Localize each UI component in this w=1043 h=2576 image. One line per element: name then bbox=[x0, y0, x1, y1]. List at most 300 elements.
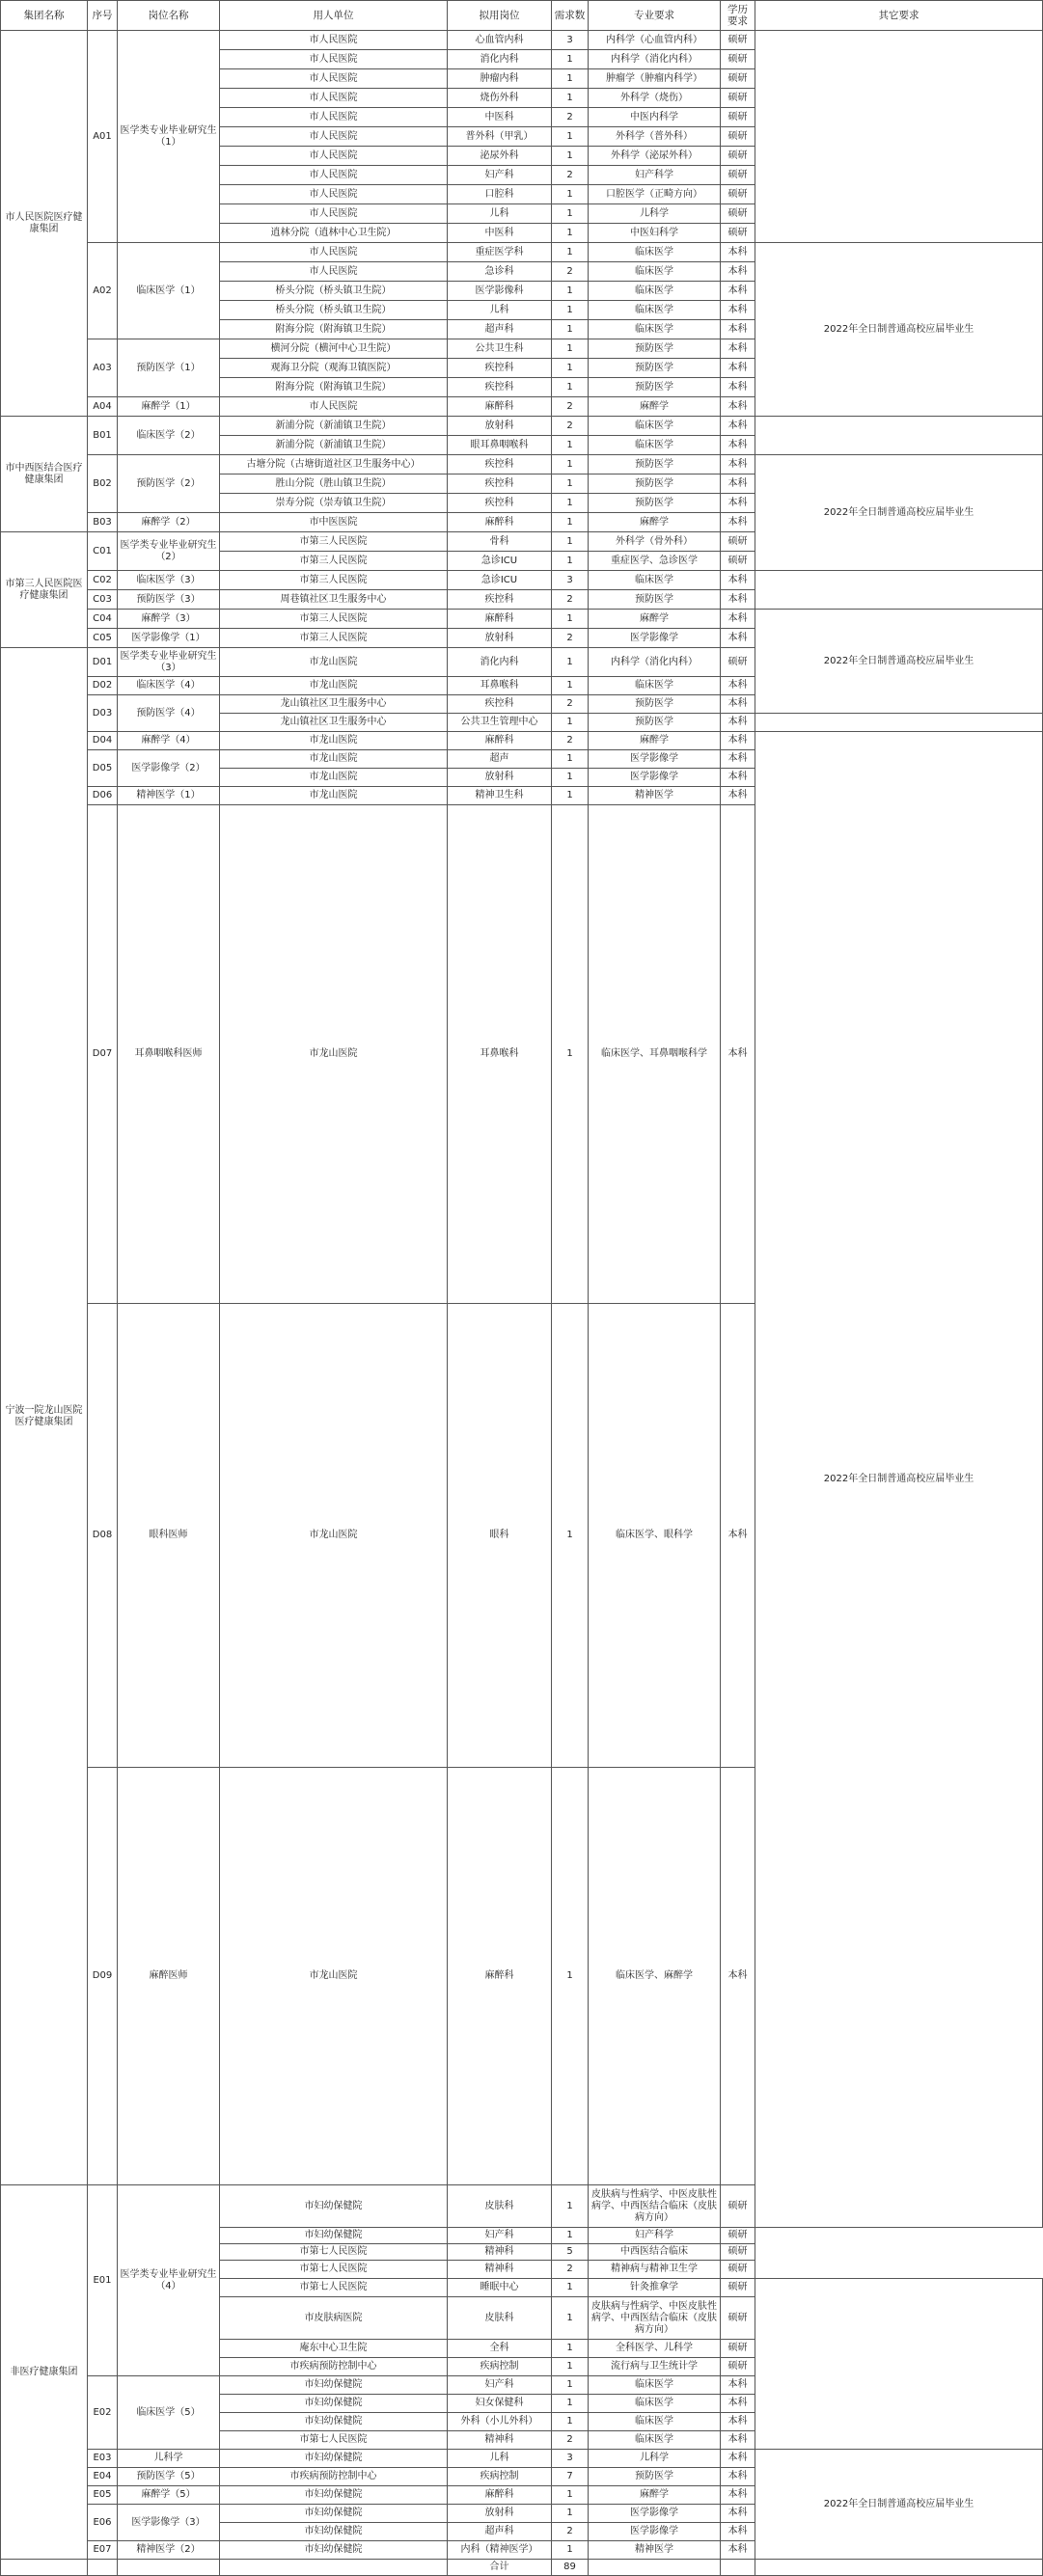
major-cell: 妇产科学 bbox=[589, 166, 721, 185]
post-code-cell: D03 bbox=[88, 695, 118, 732]
demand-cell: 1 bbox=[552, 677, 589, 695]
post-title-cell: 医学类专业毕业研究生（4） bbox=[118, 2185, 220, 2376]
major-cell: 儿科学 bbox=[589, 2450, 721, 2468]
position-cell: 口腔科 bbox=[448, 185, 552, 204]
total-cell-empty bbox=[721, 2560, 755, 2576]
education-cell: 本科 bbox=[721, 397, 755, 417]
education-cell: 本科 bbox=[721, 282, 755, 301]
header-post-name: 岗位名称 bbox=[118, 1, 220, 31]
employer-cell: 市疾病预防控制中心 bbox=[220, 2358, 448, 2376]
employer-cell: 逍林分院（逍林中心卫生院） bbox=[220, 224, 448, 243]
employer-cell: 市妇幼保健院 bbox=[220, 2450, 448, 2468]
post-code-cell: D01 bbox=[88, 648, 118, 677]
other-requirement-cell: 2022年全日制普通高校应届毕业生 bbox=[755, 243, 1043, 417]
post-title-cell: 麻醉学（2） bbox=[118, 513, 220, 532]
major-cell: 预防医学 bbox=[589, 695, 721, 714]
position-cell: 疾控科 bbox=[448, 455, 552, 475]
position-cell: 急诊科 bbox=[448, 262, 552, 282]
table-row bbox=[1, 732, 1043, 750]
education-cell: 本科 bbox=[721, 769, 755, 787]
demand-cell: 2 bbox=[552, 2431, 589, 2450]
education-cell: 本科 bbox=[721, 805, 755, 1304]
demand-cell: 1 bbox=[552, 750, 589, 769]
post-title-cell: 预防医学（1） bbox=[118, 339, 220, 397]
major-cell: 肿瘤学（肿瘤内科学） bbox=[589, 69, 721, 89]
total-cell-empty bbox=[88, 2560, 118, 2576]
employer-cell: 市妇幼保健院 bbox=[220, 2376, 448, 2395]
total-row bbox=[1, 2560, 1043, 2576]
group-name-cell: 非医疗健康集团 bbox=[1, 2185, 88, 2560]
demand-cell: 1 bbox=[552, 1304, 589, 1768]
group-name-cell: 市第三人民医院医疗健康集团 bbox=[1, 532, 88, 648]
header-group-name: 集团名称 bbox=[1, 1, 88, 31]
position-cell: 消化内科 bbox=[448, 648, 552, 677]
header-demand: 需求数 bbox=[552, 1, 589, 31]
employer-cell: 桥头分院（桥头镇卫生院） bbox=[220, 301, 448, 320]
employer-cell: 桥头分院（桥头镇卫生院） bbox=[220, 282, 448, 301]
major-cell: 临床医学 bbox=[589, 2376, 721, 2395]
education-cell: 硕研 bbox=[721, 69, 755, 89]
education-cell: 硕研 bbox=[721, 50, 755, 69]
demand-cell: 1 bbox=[552, 204, 589, 224]
employer-cell: 市人民医院 bbox=[220, 69, 448, 89]
education-cell: 硕研 bbox=[721, 532, 755, 552]
employer-cell: 龙山镇社区卫生服务中心 bbox=[220, 714, 448, 732]
position-cell: 泌尿外科 bbox=[448, 147, 552, 166]
demand-cell: 1 bbox=[552, 2505, 589, 2523]
demand-cell: 1 bbox=[552, 243, 589, 262]
employer-cell: 市中医医院 bbox=[220, 513, 448, 532]
education-cell: 硕研 bbox=[721, 2340, 755, 2358]
demand-cell: 1 bbox=[552, 532, 589, 552]
education-cell: 硕研 bbox=[721, 185, 755, 204]
position-cell: 睡眠中心 bbox=[448, 2279, 552, 2297]
employer-cell: 古塘分院（古塘街道社区卫生服务中心） bbox=[220, 455, 448, 475]
major-cell: 流行病与卫生统计学 bbox=[589, 2358, 721, 2376]
position-cell: 精神卫生科 bbox=[448, 787, 552, 805]
demand-cell: 1 bbox=[552, 2413, 589, 2431]
major-cell: 临床医学、麻醉学 bbox=[589, 1768, 721, 2185]
position-cell: 儿科 bbox=[448, 204, 552, 224]
post-code-cell: B02 bbox=[88, 455, 118, 513]
employer-cell: 市人民医院 bbox=[220, 185, 448, 204]
employer-cell: 市人民医院 bbox=[220, 147, 448, 166]
employer-cell: 市龙山医院 bbox=[220, 805, 448, 1304]
post-title-cell: 临床医学（4） bbox=[118, 677, 220, 695]
post-code-cell: A02 bbox=[88, 243, 118, 339]
total-cell-empty bbox=[118, 2560, 220, 2576]
position-cell: 全科 bbox=[448, 2340, 552, 2358]
employer-cell: 观海卫分院（观海卫镇医院） bbox=[220, 359, 448, 378]
post-code-cell: E02 bbox=[88, 2376, 118, 2450]
post-title-cell: 临床医学（3） bbox=[118, 571, 220, 590]
demand-cell: 2 bbox=[552, 397, 589, 417]
position-cell: 疾控科 bbox=[448, 494, 552, 513]
employer-cell: 市第三人民医院 bbox=[220, 610, 448, 629]
education-cell: 硕研 bbox=[721, 2279, 755, 2297]
major-cell: 中西医结合临床 bbox=[589, 2244, 721, 2261]
demand-cell: 1 bbox=[552, 2376, 589, 2395]
major-cell: 外科学（泌尿外科） bbox=[589, 147, 721, 166]
education-cell: 本科 bbox=[721, 262, 755, 282]
education-cell: 本科 bbox=[721, 1304, 755, 1768]
employer-cell: 市第七人民医院 bbox=[220, 2261, 448, 2279]
position-cell: 儿科 bbox=[448, 301, 552, 320]
education-cell: 本科 bbox=[721, 2395, 755, 2413]
position-cell: 医学影像科 bbox=[448, 282, 552, 301]
total-cell-empty bbox=[220, 2560, 448, 2576]
major-cell: 临床医学 bbox=[589, 301, 721, 320]
education-cell: 本科 bbox=[721, 2505, 755, 2523]
education-cell: 本科 bbox=[721, 2523, 755, 2541]
demand-cell: 1 bbox=[552, 787, 589, 805]
demand-cell: 1 bbox=[552, 455, 589, 475]
major-cell: 预防医学 bbox=[589, 378, 721, 397]
post-title-cell: 麻醉学（5） bbox=[118, 2486, 220, 2505]
demand-cell: 1 bbox=[552, 805, 589, 1304]
demand-cell: 1 bbox=[552, 1768, 589, 2185]
position-cell: 精神科 bbox=[448, 2244, 552, 2261]
education-cell: 本科 bbox=[721, 590, 755, 610]
major-cell: 临床医学 bbox=[589, 571, 721, 590]
demand-cell: 2 bbox=[552, 590, 589, 610]
education-cell: 本科 bbox=[721, 2376, 755, 2395]
major-cell: 预防医学 bbox=[589, 475, 721, 494]
employer-cell: 市妇幼保健院 bbox=[220, 2505, 448, 2523]
position-cell: 疾控科 bbox=[448, 695, 552, 714]
employer-cell: 市龙山医院 bbox=[220, 648, 448, 677]
major-cell: 预防医学 bbox=[589, 494, 721, 513]
post-code-cell: C03 bbox=[88, 590, 118, 610]
demand-cell: 5 bbox=[552, 2244, 589, 2261]
employer-cell: 市龙山医院 bbox=[220, 787, 448, 805]
demand-cell: 1 bbox=[552, 2395, 589, 2413]
education-cell: 硕研 bbox=[721, 166, 755, 185]
education-cell: 硕研 bbox=[721, 648, 755, 677]
post-title-cell: 麻醉学（3） bbox=[118, 610, 220, 629]
education-cell: 硕研 bbox=[721, 89, 755, 108]
position-cell: 妇女保健科 bbox=[448, 2395, 552, 2413]
post-title-cell: 预防医学（5） bbox=[118, 2468, 220, 2486]
group-name-cell: 市中西医结合医疗健康集团 bbox=[1, 417, 88, 532]
demand-cell: 7 bbox=[552, 2468, 589, 2486]
demand-cell: 1 bbox=[552, 2340, 589, 2358]
position-cell: 精神科 bbox=[448, 2431, 552, 2450]
education-cell: 本科 bbox=[721, 320, 755, 339]
post-title-cell: 精神医学（1） bbox=[118, 787, 220, 805]
post-title-cell: 临床医学（5） bbox=[118, 2376, 220, 2450]
position-cell: 重症医学科 bbox=[448, 243, 552, 262]
group-name-cell: 市人民医院医疗健康集团 bbox=[1, 31, 88, 417]
other-requirement-cell bbox=[755, 31, 1043, 243]
employer-cell: 市龙山医院 bbox=[220, 732, 448, 750]
position-cell: 妇产科 bbox=[448, 166, 552, 185]
major-cell: 麻醉学 bbox=[589, 732, 721, 750]
other-requirement-cell bbox=[755, 714, 1043, 732]
header-position: 拟用岗位 bbox=[448, 1, 552, 31]
major-cell: 临床医学 bbox=[589, 2431, 721, 2450]
position-cell: 骨科 bbox=[448, 532, 552, 552]
demand-cell: 2 bbox=[552, 695, 589, 714]
employer-cell: 市人民医院 bbox=[220, 204, 448, 224]
employer-cell: 市妇幼保健院 bbox=[220, 2395, 448, 2413]
post-title-cell: 临床医学（2） bbox=[118, 417, 220, 455]
demand-cell: 1 bbox=[552, 2358, 589, 2376]
education-cell: 硕研 bbox=[721, 2358, 755, 2376]
education-cell: 硕研 bbox=[721, 127, 755, 147]
demand-cell: 1 bbox=[552, 50, 589, 69]
education-cell: 本科 bbox=[721, 750, 755, 769]
post-title-cell: 儿科学 bbox=[118, 2450, 220, 2468]
position-cell: 超声 bbox=[448, 750, 552, 769]
position-cell: 麻醉科 bbox=[448, 732, 552, 750]
employer-cell: 市妇幼保健院 bbox=[220, 2185, 448, 2228]
position-cell: 放射科 bbox=[448, 417, 552, 436]
post-title-cell: 预防医学（3） bbox=[118, 590, 220, 610]
major-cell: 麻醉学 bbox=[589, 397, 721, 417]
header-education: 学历要求 bbox=[721, 1, 755, 31]
post-code-cell: D02 bbox=[88, 677, 118, 695]
demand-cell: 1 bbox=[552, 301, 589, 320]
demand-cell: 1 bbox=[552, 2279, 589, 2297]
major-cell: 精神医学 bbox=[589, 2541, 721, 2560]
header-major: 专业要求 bbox=[589, 1, 721, 31]
demand-cell: 1 bbox=[552, 359, 589, 378]
education-cell: 本科 bbox=[721, 2486, 755, 2505]
employer-cell: 新浦分院（新浦镇卫生院） bbox=[220, 436, 448, 455]
post-code-cell: E06 bbox=[88, 2505, 118, 2541]
employer-cell: 市第三人民医院 bbox=[220, 552, 448, 571]
position-cell: 外科（小儿外科） bbox=[448, 2413, 552, 2431]
education-cell: 硕研 bbox=[721, 147, 755, 166]
education-cell: 本科 bbox=[721, 610, 755, 629]
demand-cell: 1 bbox=[552, 552, 589, 571]
post-title-cell: 麻醉医师 bbox=[118, 1768, 220, 2185]
major-cell: 医学影像学 bbox=[589, 2505, 721, 2523]
demand-cell: 1 bbox=[552, 610, 589, 629]
demand-cell: 1 bbox=[552, 494, 589, 513]
education-cell: 硕研 bbox=[721, 2261, 755, 2279]
major-cell: 精神病与精神卫生学 bbox=[589, 2261, 721, 2279]
post-code-cell: B03 bbox=[88, 513, 118, 532]
position-cell: 消化内科 bbox=[448, 50, 552, 69]
education-cell: 本科 bbox=[721, 695, 755, 714]
demand-cell: 1 bbox=[552, 147, 589, 166]
post-code-cell: B01 bbox=[88, 417, 118, 455]
major-cell: 预防医学 bbox=[589, 359, 721, 378]
major-cell: 妇产科学 bbox=[589, 2228, 721, 2244]
employer-cell: 市妇幼保健院 bbox=[220, 2228, 448, 2244]
demand-cell: 1 bbox=[552, 648, 589, 677]
employer-cell: 市龙山医院 bbox=[220, 1304, 448, 1768]
demand-cell: 1 bbox=[552, 185, 589, 204]
major-cell: 内科学（消化内科） bbox=[589, 648, 721, 677]
demand-cell: 1 bbox=[552, 127, 589, 147]
education-cell: 本科 bbox=[721, 339, 755, 359]
post-title-cell: 医学影像学（1） bbox=[118, 629, 220, 648]
demand-cell: 2 bbox=[552, 2261, 589, 2279]
position-cell: 眼耳鼻咽喉科 bbox=[448, 436, 552, 455]
demand-cell: 2 bbox=[552, 732, 589, 750]
employer-cell: 市人民医院 bbox=[220, 89, 448, 108]
employer-cell: 市妇幼保健院 bbox=[220, 2413, 448, 2431]
education-cell: 本科 bbox=[721, 2431, 755, 2450]
major-cell: 预防医学 bbox=[589, 2468, 721, 2486]
demand-cell: 2 bbox=[552, 629, 589, 648]
position-cell: 心血管内科 bbox=[448, 31, 552, 50]
position-cell: 中医科 bbox=[448, 108, 552, 127]
major-cell: 临床医学 bbox=[589, 417, 721, 436]
header-other: 其它要求 bbox=[755, 1, 1043, 31]
employer-cell: 市人民医院 bbox=[220, 243, 448, 262]
employer-cell: 胜山分院（胜山镇卫生院） bbox=[220, 475, 448, 494]
total-value: 89 bbox=[552, 2560, 589, 2576]
post-code-cell: C02 bbox=[88, 571, 118, 590]
education-cell: 硕研 bbox=[721, 31, 755, 50]
post-title-cell: 临床医学（1） bbox=[118, 243, 220, 339]
demand-cell: 3 bbox=[552, 571, 589, 590]
employer-cell: 市人民医院 bbox=[220, 50, 448, 69]
position-cell: 疾控科 bbox=[448, 378, 552, 397]
demand-cell: 2 bbox=[552, 108, 589, 127]
education-cell: 本科 bbox=[721, 677, 755, 695]
position-cell: 精神科 bbox=[448, 2261, 552, 2279]
employer-cell: 市妇幼保健院 bbox=[220, 2541, 448, 2560]
education-cell: 硕研 bbox=[721, 224, 755, 243]
education-cell: 硕研 bbox=[721, 204, 755, 224]
education-cell: 硕研 bbox=[721, 2228, 755, 2244]
demand-cell: 1 bbox=[552, 2228, 589, 2244]
table-row bbox=[1, 571, 1043, 590]
employer-cell: 市人民医院 bbox=[220, 397, 448, 417]
post-code-cell: E03 bbox=[88, 2450, 118, 2468]
demand-cell: 3 bbox=[552, 31, 589, 50]
position-cell: 普外科（甲乳） bbox=[448, 127, 552, 147]
education-cell: 本科 bbox=[721, 714, 755, 732]
education-cell: 本科 bbox=[721, 787, 755, 805]
major-cell: 临床医学 bbox=[589, 262, 721, 282]
post-code-cell: D04 bbox=[88, 732, 118, 750]
employer-cell: 市龙山医院 bbox=[220, 750, 448, 769]
demand-cell: 1 bbox=[552, 339, 589, 359]
position-cell: 耳鼻喉科 bbox=[448, 677, 552, 695]
post-title-cell: 麻醉学（1） bbox=[118, 397, 220, 417]
post-code-cell: C04 bbox=[88, 610, 118, 629]
employer-cell: 市人民医院 bbox=[220, 262, 448, 282]
major-cell: 医学影像学 bbox=[589, 769, 721, 787]
education-cell: 本科 bbox=[721, 1768, 755, 2185]
position-cell: 疾控科 bbox=[448, 475, 552, 494]
education-cell: 本科 bbox=[721, 2541, 755, 2560]
position-cell: 烧伤外科 bbox=[448, 89, 552, 108]
demand-cell: 1 bbox=[552, 320, 589, 339]
employer-cell: 龙山镇社区卫生服务中心 bbox=[220, 695, 448, 714]
position-cell: 肿瘤内科 bbox=[448, 69, 552, 89]
demand-cell: 2 bbox=[552, 166, 589, 185]
demand-cell: 1 bbox=[552, 2486, 589, 2505]
education-cell: 本科 bbox=[721, 378, 755, 397]
position-cell: 公共卫生管理中心 bbox=[448, 714, 552, 732]
demand-cell: 1 bbox=[552, 714, 589, 732]
employer-cell: 横河分院（横河中心卫生院） bbox=[220, 339, 448, 359]
post-title-cell: 医学类专业毕业研究生（2） bbox=[118, 532, 220, 571]
major-cell: 临床医学 bbox=[589, 243, 721, 262]
education-cell: 本科 bbox=[721, 2413, 755, 2431]
group-name-cell: 宁波一院龙山医院医疗健康集团 bbox=[1, 648, 88, 2185]
position-cell: 耳鼻喉科 bbox=[448, 805, 552, 1304]
total-label: 合计 bbox=[448, 2560, 552, 2576]
demand-cell: 1 bbox=[552, 2185, 589, 2228]
employer-cell: 市疾病预防控制中心 bbox=[220, 2468, 448, 2486]
position-cell: 中医科 bbox=[448, 224, 552, 243]
employer-cell: 市龙山医院 bbox=[220, 769, 448, 787]
table-row bbox=[1, 455, 1043, 475]
position-cell: 妇产科 bbox=[448, 2376, 552, 2395]
major-cell: 预防医学 bbox=[589, 590, 721, 610]
demand-cell: 3 bbox=[552, 2450, 589, 2468]
major-cell: 精神医学 bbox=[589, 787, 721, 805]
other-requirement-cell: 2022年全日制普通高校应届毕业生 bbox=[755, 610, 1043, 714]
employer-cell: 市第三人民医院 bbox=[220, 532, 448, 552]
position-cell: 疾控科 bbox=[448, 590, 552, 610]
post-title-cell: 眼科医师 bbox=[118, 1304, 220, 1768]
employer-cell: 市第七人民医院 bbox=[220, 2279, 448, 2297]
education-cell: 本科 bbox=[721, 571, 755, 590]
post-code-cell: D08 bbox=[88, 1304, 118, 1768]
major-cell: 外科学（普外科） bbox=[589, 127, 721, 147]
major-cell: 儿科学 bbox=[589, 204, 721, 224]
post-code-cell: A04 bbox=[88, 397, 118, 417]
other-requirement-cell bbox=[755, 571, 1043, 610]
post-code-cell: E04 bbox=[88, 2468, 118, 2486]
employer-cell: 市人民医院 bbox=[220, 108, 448, 127]
position-cell: 麻醉科 bbox=[448, 1768, 552, 2185]
post-title-cell: 医学类专业毕业研究生（3） bbox=[118, 648, 220, 677]
post-code-cell: A01 bbox=[88, 31, 118, 243]
post-title-cell: 精神医学（2） bbox=[118, 2541, 220, 2560]
demand-cell: 1 bbox=[552, 89, 589, 108]
major-cell: 麻醉学 bbox=[589, 2486, 721, 2505]
other-requirement-cell: 2022年全日制普通高校应届毕业生 bbox=[755, 732, 1043, 2228]
employer-cell: 市皮肤病医院 bbox=[220, 2297, 448, 2340]
position-cell: 疾病控制 bbox=[448, 2358, 552, 2376]
position-cell: 超声科 bbox=[448, 320, 552, 339]
education-cell: 硕研 bbox=[721, 2185, 755, 2228]
education-cell: 硕研 bbox=[721, 2297, 755, 2340]
employer-cell: 附海分院（附海镇卫生院） bbox=[220, 320, 448, 339]
employer-cell: 市第三人民医院 bbox=[220, 629, 448, 648]
major-cell: 临床医学 bbox=[589, 677, 721, 695]
other-requirement-cell: 2022年全日制普通高校应届毕业生 bbox=[755, 2450, 1043, 2560]
header-employer: 用人单位 bbox=[220, 1, 448, 31]
post-code-cell: E07 bbox=[88, 2541, 118, 2560]
major-cell: 临床医学 bbox=[589, 2395, 721, 2413]
employer-cell: 市第七人民医院 bbox=[220, 2244, 448, 2261]
other-requirement-cell bbox=[755, 2279, 1043, 2450]
post-code-cell: D06 bbox=[88, 787, 118, 805]
education-cell: 本科 bbox=[721, 2468, 755, 2486]
table-row bbox=[1, 243, 1043, 262]
major-cell: 临床医学、耳鼻咽喉科学 bbox=[589, 805, 721, 1304]
table-row bbox=[1, 610, 1043, 629]
post-title-cell: 预防医学（4） bbox=[118, 695, 220, 732]
major-cell: 重症医学、急诊医学 bbox=[589, 552, 721, 571]
major-cell: 中医内科学 bbox=[589, 108, 721, 127]
position-cell: 疾病控制 bbox=[448, 2468, 552, 2486]
position-cell: 公共卫生科 bbox=[448, 339, 552, 359]
education-cell: 硕研 bbox=[721, 108, 755, 127]
major-cell: 临床医学 bbox=[589, 320, 721, 339]
